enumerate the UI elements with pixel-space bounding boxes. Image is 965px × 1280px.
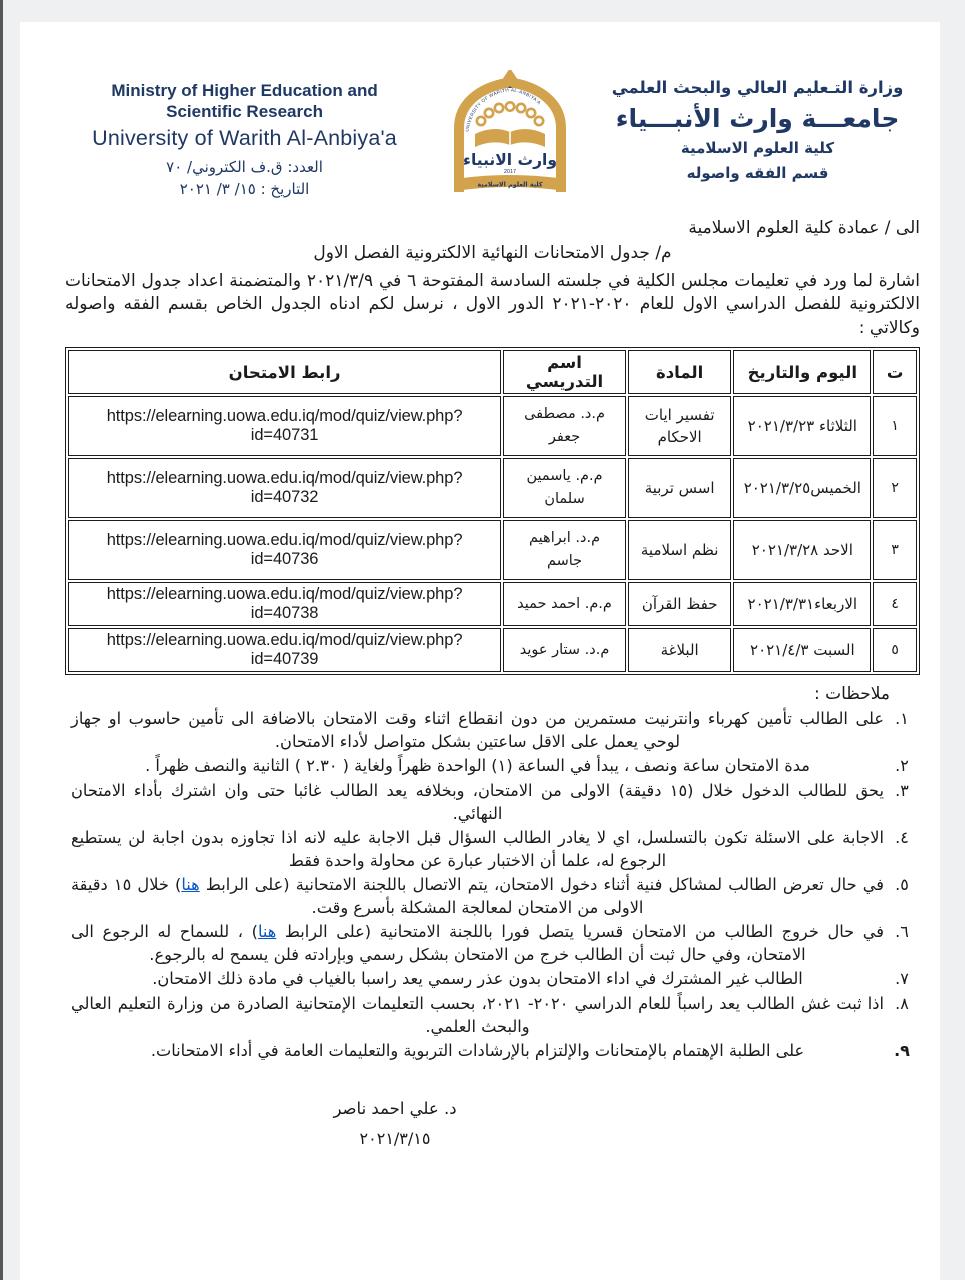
- note-text: [65, 967, 884, 990]
- ministry-en-line2: Scientific Research: [166, 102, 323, 122]
- row-instructor: م.م. احمد حميد: [503, 582, 626, 626]
- row-day-date: الثلاثاء ٢٠٢١/٣/٢٣: [733, 396, 871, 456]
- note-number: ٣.: [895, 781, 909, 801]
- row-day-date: السبت ٢٠٢١/٤/٣: [733, 628, 871, 672]
- scan-edge-shadow: [0, 0, 3, 1280]
- row-instructor: م.د. ستار عويد: [503, 628, 626, 672]
- emblem-calligraphy: وارث الانبياء: [462, 151, 557, 169]
- exam-link[interactable]: https://elearning.uowa.edu.iq/mod/quiz/view.php?id=40731: [68, 396, 501, 456]
- note-item-1: [65, 707, 920, 753]
- note-segment: الاجابة على الاسئلة تكون بالتسلسل، اي لا يغادر الطالب السؤال قبل الاجابة عليه لانه اذا تجاوزه بدون اجابة لن يستطيع الرجوع له، علما أن الاختبار عبارة عن محاولة واحدة فقط: [71, 828, 884, 871]
- signatory-name: د. علي احمد ناصر: [333, 1098, 457, 1118]
- note-item-7: [65, 967, 920, 991]
- here-link[interactable]: هنا: [257, 922, 277, 942]
- col-header-num: ت: [873, 350, 917, 394]
- note-number: ١.: [895, 709, 909, 729]
- note-segment: في حال خروج الطالب من الامتحان قسريا يتصل فورا باللجنة الامتحانية (على الرابط: [276, 922, 884, 942]
- note-text: [65, 992, 884, 1038]
- addressee-line: الى / عمادة كلية العلوم الاسلامية: [688, 218, 920, 238]
- row-subject: تفسير ايات الاحكام: [628, 396, 731, 456]
- note-text: [65, 920, 884, 966]
- intro-paragraph: اشارة لما ورد في تعليمات مجلس الكلية في جلسته السادسة المفتوحة ٦ في ٢٠٢١/٣/٩ والمتضمنة اعداد جدول الامتحانات الالكترونية للفصل الدراسي الاول للعام ٢٠٢٠-٢٠٢١ الدور الاول ، نرسل لكم ادناه الجدول الخاص بقسم الفقه واصوله وكالاتي :: [65, 271, 920, 338]
- note-item-9: [65, 1039, 920, 1063]
- row-subject: اسس تربية: [628, 458, 731, 518]
- letterhead: [65, 22, 920, 208]
- col-header-exam-link: رابط الامتحان: [68, 350, 501, 394]
- letter-date: التاريخ : ١٥/ ٣/ ٢٠٢١: [179, 179, 310, 198]
- col-header-day-date: اليوم والتاريخ: [733, 350, 871, 394]
- row-subject: نظم اسلامية: [628, 520, 731, 580]
- row-subject: حفظ القرآن: [628, 582, 731, 626]
- emblem-icon: [444, 70, 576, 204]
- note-item-4: [65, 826, 920, 872]
- row-number: ٤: [873, 582, 917, 626]
- row-number: ٢: [873, 458, 917, 518]
- note-segment: يحق للطالب الدخول خلال (١٥ دقيقة) الاولى من الامتحان، وبخلافه يعد الطالب غائبا حتى وان اشترك بأداء الامتحان النهائي.: [71, 781, 885, 824]
- ministry-en-line1: Ministry of Higher Education and: [111, 81, 378, 100]
- note-text: [65, 826, 884, 872]
- table-header-row: [68, 350, 917, 394]
- row-number: ٣: [873, 520, 917, 580]
- note-segment: ) خلال ١٥ دقيقة الاولى من الامتحان لمعالجة المشكلة بأسرع وقت.: [71, 875, 644, 918]
- row-day-date: الاربعاء٢٠٢١/٣/٣١: [733, 582, 871, 626]
- note-item-3: [65, 779, 920, 825]
- note-number: ٥.: [895, 875, 909, 895]
- note-item-6: [65, 920, 920, 966]
- note-number: ٩.: [894, 1040, 910, 1060]
- here-link[interactable]: هنا: [181, 875, 200, 895]
- university-emblem-logo: [444, 70, 576, 208]
- ministry-ar: وزارة التـعليم العالي والبحث العلمي: [611, 78, 904, 97]
- notes-title: ملاحظات :: [813, 684, 890, 705]
- exam-link[interactable]: https://elearning.uowa.edu.iq/mod/quiz/view.php?id=40732: [68, 458, 501, 518]
- note-segment: في حال تعرض الطالب لمشاكل فنية أثناء دخول الامتحان، يتم الاتصال باللجنة الامتحانية (على الرابط: [199, 875, 884, 895]
- row-number: ١: [873, 396, 917, 456]
- university-ar: جامعـــة وارث الأنبـــياء: [615, 104, 900, 133]
- university-en: University of Warith Al-Anbiya'a: [92, 125, 397, 150]
- row-instructor: م.د. ابراهيم جاسم: [503, 520, 626, 580]
- exam-schedule-table: [65, 347, 920, 675]
- col-header-instructor: اسم التدريسي: [503, 350, 626, 394]
- emblem-banner-text: كلية العلوم الاسلامية: [476, 180, 543, 189]
- exam-link[interactable]: https://elearning.uowa.edu.iq/mod/quiz/view.php?id=40738: [68, 582, 501, 626]
- note-segment: اذا ثبت غش الطالب يعد راسباً للعام الدراسي ٢٠٢٠- ٢٠٢١، بحسب التعليمات الإمتحانية الصادرة من وزارة التعليم العالي والبحث العلمي.: [71, 993, 884, 1036]
- note-segment: مدة الامتحان ساعة ونصف ، يبدأ في الساعة (١) الواحدة ظهراً ولغاية ( ٢.٣٠ ) الثانية والنصف ظهراً .: [145, 756, 810, 776]
- ref-number: العدد: ق.ف الكتروني/ ٧٠: [166, 157, 323, 176]
- signature-date: ٢٠٢١/٣/١٥: [359, 1128, 431, 1148]
- emblem-year: 2017: [503, 169, 516, 175]
- note-segment: ) ، للسماح له الرجوع الى الامتحان، وفي حال ثبت أن الطالب خرج من الامتحان بشكل رسمي وبإرادته فلن يسمح له بالرجوع.: [71, 922, 806, 965]
- row-subject: البلاغة: [628, 628, 731, 672]
- note-number: ٨.: [895, 993, 909, 1013]
- emblem-arc-text: UNIVERSITY OF WARITH AL-ANBIYA'A: [464, 86, 542, 133]
- note-segment: الطالب غير المشترك في اداء الامتحان بدون عذر رسمي يعد راسبا بالغياب في مادة ذلك الامتحان.: [152, 969, 803, 989]
- note-text: [65, 1039, 884, 1062]
- document-page: [20, 22, 940, 1280]
- col-header-subject: المادة: [628, 350, 731, 394]
- department-ar: قسم الفقه واصوله: [686, 164, 829, 182]
- letterhead-arabic-block: [595, 78, 920, 182]
- note-text: [65, 707, 884, 753]
- table-row: [68, 628, 917, 672]
- row-instructor: م.م. ياسمين سلمان: [503, 458, 626, 518]
- note-item-5: [65, 873, 920, 919]
- note-number: ٢.: [895, 756, 909, 776]
- note-segment: على الطلبة الإهتمام بالإمتحانات والإلتزام بالإرشادات التربوية والتعليمات العامة في أداء الامتحانات.: [150, 1040, 805, 1060]
- table-row: [68, 458, 917, 518]
- signature-block: [65, 1099, 920, 1148]
- note-segment: على الطالب تأمين كهرباء وانترنيت مستمرين من دون انقطاع اثناء وقت الامتحان بالاضافة الى تأمين حاسوب او جهاز لوحي يعمل على الاقل ساعتين بشكل متواصل لأداء الامتحان.: [71, 709, 884, 752]
- notes-section: [65, 684, 920, 1062]
- row-day-date: الاحد ٢٠٢١/٣/٢٨: [733, 520, 871, 580]
- exam-link[interactable]: https://elearning.uowa.edu.iq/mod/quiz/view.php?id=40739: [68, 628, 501, 672]
- row-day-date: الخميس٢٠٢١/٣/٢٥: [733, 458, 871, 518]
- note-text: [65, 779, 884, 825]
- note-text: [65, 754, 884, 777]
- exam-link[interactable]: https://elearning.uowa.edu.iq/mod/quiz/view.php?id=40736: [68, 520, 501, 580]
- table-row: [68, 582, 917, 626]
- note-item-2: [65, 754, 920, 778]
- table-row: [68, 396, 917, 456]
- emblem-dome-circles: [476, 102, 542, 125]
- note-number: ٤.: [895, 828, 909, 848]
- subject-line: م/ جدول الامتحانات النهائية الالكترونية الفصل الاول: [313, 243, 672, 263]
- row-number: ٥: [873, 628, 917, 672]
- note-text: [65, 873, 884, 919]
- note-number: ٧.: [895, 969, 909, 989]
- letterhead-english-block: [65, 80, 424, 198]
- note-item-8: [65, 992, 920, 1038]
- row-instructor: م.د. مصطفى جعفر: [503, 396, 626, 456]
- table-row: [68, 520, 917, 580]
- note-number: ٦.: [895, 922, 909, 942]
- college-ar: كلية العلوم الاسلامية: [680, 139, 835, 157]
